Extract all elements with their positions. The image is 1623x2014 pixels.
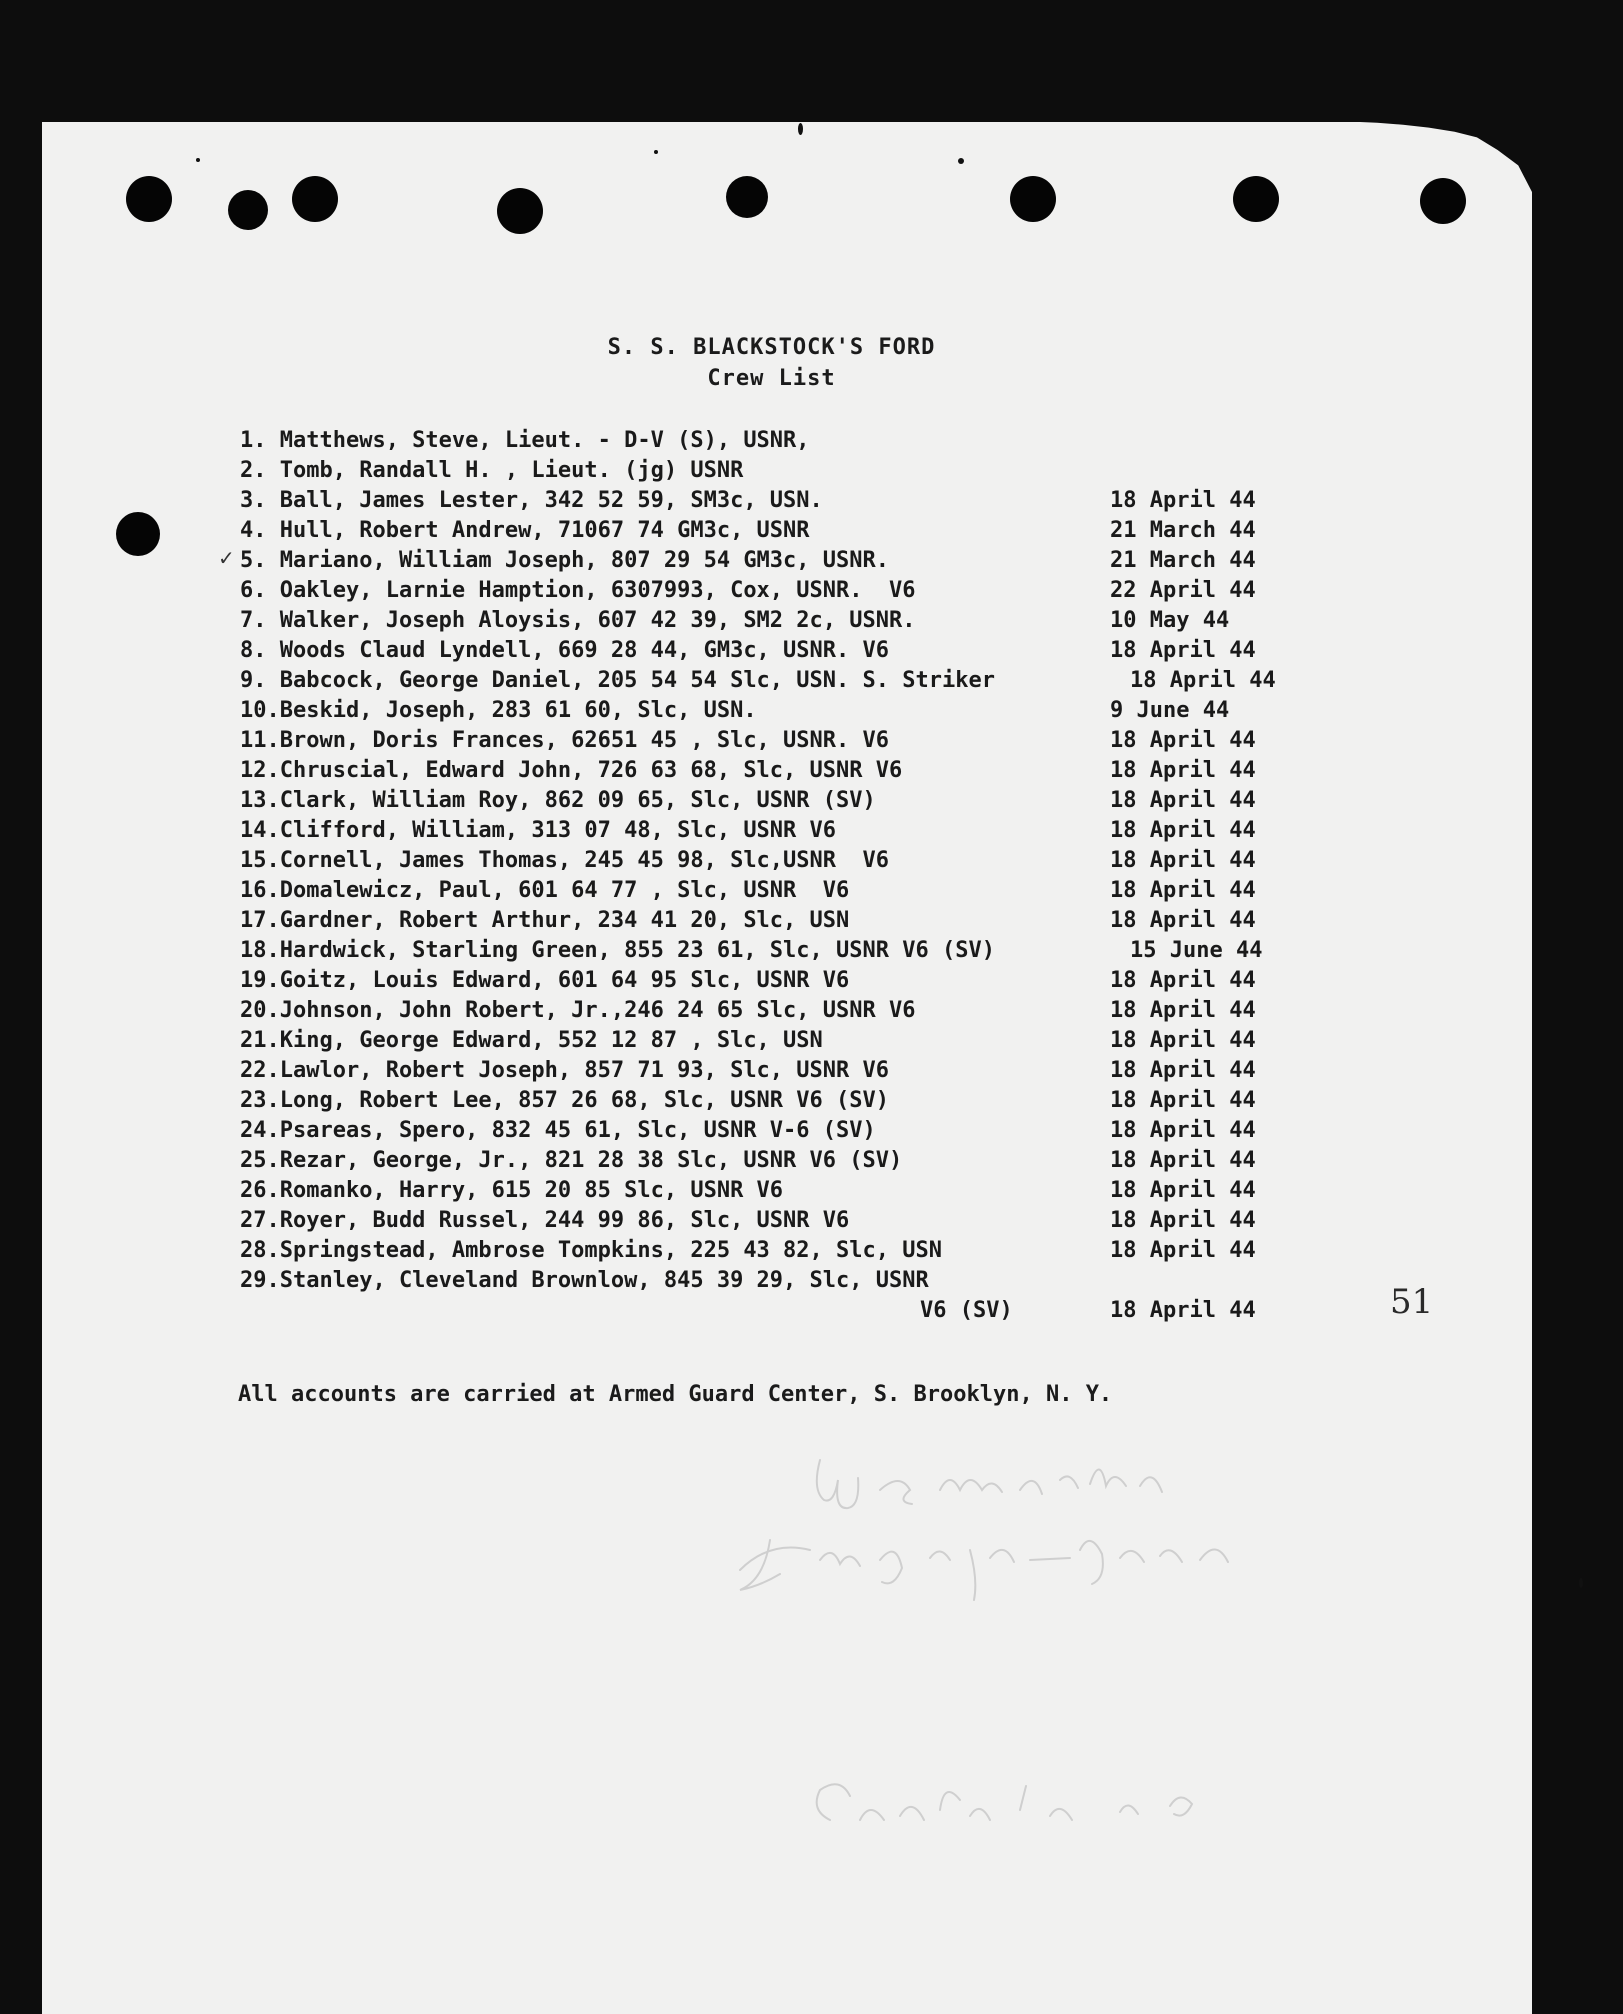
check-mark: ✓ xyxy=(218,546,235,570)
crew-entry-text: 15.Cornell, James Thomas, 245 45 98, Slc,USNR V6 xyxy=(240,848,890,873)
crew-entry-date: 9 June 44 xyxy=(1110,698,1230,723)
crew-entry-text: 22.Lawlor, Robert Joseph, 857 71 93, Slc, USNR V6 xyxy=(240,1058,890,1083)
crew-entry xyxy=(240,756,1340,786)
crew-entry xyxy=(240,1206,1340,1236)
crew-entry-text: 17.Gardner, Robert Arthur, 234 41 20, Slc, USN xyxy=(240,908,850,933)
crew-entry-date: 18 April 44 xyxy=(1110,1238,1256,1263)
crew-entry xyxy=(240,486,1340,516)
crew-entry xyxy=(240,1116,1340,1146)
continuation-date: 18 April 44 xyxy=(1110,1298,1256,1323)
crew-entry-date: 18 April 44 xyxy=(1110,1208,1256,1233)
crew-entry xyxy=(240,996,1340,1026)
ship-title: S. S. BLACKSTOCK'S FORD xyxy=(607,335,936,360)
crew-entry-text: 7. Walker, Joseph Aloysis, 607 42 39, SM2 2c, USNR. xyxy=(240,608,916,633)
crew-entry-text: 29.Stanley, Cleveland Brownlow, 845 39 29, Slc, USNR xyxy=(240,1268,929,1293)
punch-hole xyxy=(1233,176,1279,222)
crew-entry xyxy=(240,426,1340,456)
crew-entry xyxy=(240,816,1340,846)
crew-entry-date: 18 April 44 xyxy=(1110,968,1256,993)
crew-entry xyxy=(240,636,1340,666)
crew-entry-text: 4. Hull, Robert Andrew, 71067 74 GM3c, USNR xyxy=(240,518,810,543)
crew-entry-continuation xyxy=(240,1296,1340,1326)
punch-hole xyxy=(292,176,338,222)
crew-entry-text: 11.Brown, Doris Frances, 62651 45 , Slc, USNR. V6 xyxy=(240,728,890,753)
crew-entry-date: 18 April 44 xyxy=(1110,488,1256,513)
crew-entry xyxy=(240,576,1340,606)
crew-entry-text: 24.Psareas, Spero, 832 45 61, Slc, USNR V-6 (SV) xyxy=(240,1118,876,1143)
punch-hole xyxy=(726,176,768,218)
crew-entry-date: 22 April 44 xyxy=(1110,578,1256,603)
crew-entry-text: 3. Ball, James Lester, 342 52 59, SM3c, USN. xyxy=(240,488,823,513)
crew-entry xyxy=(240,726,1340,756)
crew-entry-date: 18 April 44 xyxy=(1110,1148,1256,1173)
crew-entry-text: 25.Rezar, George, Jr., 821 28 38 Slc, USNR V6 (SV) xyxy=(240,1148,903,1173)
crew-entry xyxy=(240,606,1340,636)
crew-entry xyxy=(240,516,1340,546)
speck xyxy=(654,150,658,154)
crew-entry xyxy=(240,876,1340,906)
speck xyxy=(1579,1578,1583,1588)
crew-entry xyxy=(240,666,1340,696)
crew-entry xyxy=(240,1086,1340,1116)
crew-entry-text: 2. Tomb, Randall H. , Lieut. (jg) USNR xyxy=(240,458,744,483)
crew-entry-text: 14.Clifford, William, 313 07 48, Slc, USNR V6 xyxy=(240,818,837,843)
crew-entry-text: 28.Springstead, Ambrose Tompkins, 225 43 82, Slc, USN xyxy=(240,1238,942,1263)
crew-entry-text: 6. Oakley, Larnie Hamption, 6307993, Cox, USNR. V6 xyxy=(240,578,916,603)
crew-list xyxy=(240,426,1340,1326)
crew-entry-date: 18 April 44 xyxy=(1110,788,1256,813)
crew-entry-date: 21 March 44 xyxy=(1110,518,1256,543)
punch-hole xyxy=(228,190,268,230)
crew-entry xyxy=(240,1236,1340,1266)
page-number: 51 xyxy=(1390,1282,1434,1322)
crew-entry-date: 18 April 44 xyxy=(1110,848,1256,873)
crew-entry-date: 18 April 44 xyxy=(1110,878,1256,903)
crew-entry-date: 18 April 44 xyxy=(1110,818,1256,843)
crew-entry-date: 18 April 44 xyxy=(1110,758,1256,783)
crew-entry-text: 5. Mariano, William Joseph, 807 29 54 GM3c, USNR. xyxy=(240,548,890,573)
crew-entry-text: 20.Johnson, John Robert, Jr.,246 24 65 Slc, USNR V6 xyxy=(240,998,916,1023)
speck xyxy=(196,158,200,162)
crew-entry-text: 12.Chruscial, Edward John, 726 63 68, Slc, USNR V6 xyxy=(240,758,903,783)
speck xyxy=(958,158,964,164)
continuation-text: V6 (SV) xyxy=(920,1298,1013,1323)
crew-entry-text: 1. Matthews, Steve, Lieut. - D-V (S), USNR, xyxy=(240,428,810,453)
crew-entry xyxy=(240,846,1340,876)
footer-note: All accounts are carried at Armed Guard Center, S. Brooklyn, N. Y. xyxy=(238,1382,1113,1407)
crew-entry-date: 18 April 44 xyxy=(1110,1178,1256,1203)
list-title: Crew List xyxy=(707,366,836,391)
crew-entry-date: 18 April 44 xyxy=(1110,638,1256,663)
crew-entry-text: 16.Domalewicz, Paul, 601 64 77 , Slc, USNR V6 xyxy=(240,878,850,903)
crew-entry-date: 18 April 44 xyxy=(1110,908,1256,933)
punch-hole xyxy=(116,512,160,556)
crew-entry-date: 18 April 44 xyxy=(1110,1118,1256,1143)
crew-entry-text: 27.Royer, Budd Russel, 244 99 86, Slc, USNR V6 xyxy=(240,1208,850,1233)
speck xyxy=(798,123,803,135)
crew-entry-date: 18 April 44 xyxy=(1110,1028,1256,1053)
crew-entry-date: 21 March 44 xyxy=(1110,548,1256,573)
crew-entry xyxy=(240,1026,1340,1056)
crew-entry-text: 10.Beskid, Joseph, 283 61 60, Slc, USN. xyxy=(240,698,757,723)
crew-entry-date: 18 April 44 xyxy=(1110,1088,1256,1113)
crew-entry-text: 13.Clark, William Roy, 862 09 65, Slc, USNR (SV) xyxy=(240,788,876,813)
punch-hole xyxy=(497,188,543,234)
crew-entry xyxy=(240,786,1340,816)
crew-entry xyxy=(240,906,1340,936)
crew-entry xyxy=(240,456,1340,486)
crew-entry xyxy=(240,1266,1340,1296)
crew-entry xyxy=(240,1146,1340,1176)
punch-hole xyxy=(126,176,172,222)
crew-entry-text: 18.Hardwick, Starling Green, 855 23 61, Slc, USNR V6 (SV) xyxy=(240,938,995,963)
crew-entry-date: 18 April 44 xyxy=(1110,728,1256,753)
crew-entry-text: 8. Woods Claud Lyndell, 669 28 44, GM3c, USNR. V6 xyxy=(240,638,890,663)
crew-entry-text: 21.King, George Edward, 552 12 87 , Slc, USN xyxy=(240,1028,823,1053)
crew-entry xyxy=(240,546,1340,576)
crew-entry-date: 18 April 44 xyxy=(1110,998,1256,1023)
punch-hole xyxy=(1420,178,1466,224)
crew-entry-text: 9. Babcock, George Daniel, 205 54 54 Slc, USN. S. Striker xyxy=(240,668,995,693)
crew-entry xyxy=(240,1176,1340,1206)
crew-entry xyxy=(240,1056,1340,1086)
crew-entry xyxy=(240,966,1340,996)
crew-entry-text: 26.Romanko, Harry, 615 20 85 Slc, USNR V6 xyxy=(240,1178,784,1203)
crew-entry-date: 15 June 44 xyxy=(1130,938,1263,963)
crew-entry-date: 18 April 44 xyxy=(1110,1058,1256,1083)
crew-entry-date: 10 May 44 xyxy=(1110,608,1230,633)
crew-entry xyxy=(240,936,1340,966)
crew-entry xyxy=(240,696,1340,726)
crew-entry-text: 19.Goitz, Louis Edward, 601 64 95 Slc, USNR V6 xyxy=(240,968,850,993)
crew-entry-text: 23.Long, Robert Lee, 857 26 68, Slc, USNR V6 (SV) xyxy=(240,1088,890,1113)
crew-entry-date: 18 April 44 xyxy=(1130,668,1276,693)
punch-hole xyxy=(1010,176,1056,222)
